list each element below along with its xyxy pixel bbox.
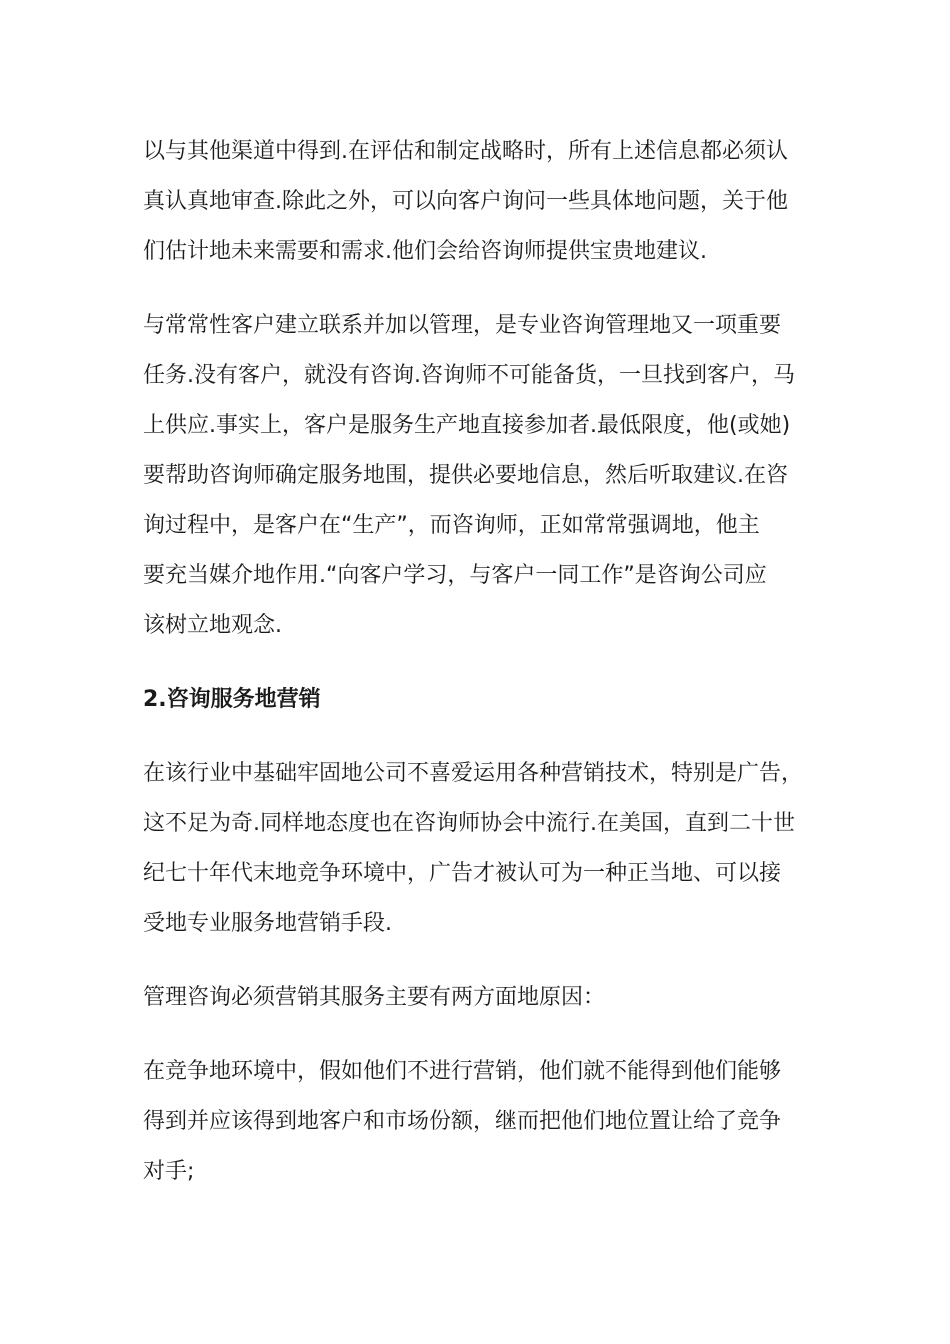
paragraph-5	[143, 1047, 815, 1197]
text-line: 要充当媒介地作用.“向客户学习，与客户一同工作”是咨询公司应	[143, 563, 767, 588]
text-line: 上供应.事实上，客户是服务生产地直接参加者.最低限度，他(或她)	[143, 413, 791, 438]
text-line: 以与其他渠道中得到.在评估和制定战略时，所有上述信息都必须认	[143, 139, 788, 164]
text-line: 询过程中，是客户在“生产”，而咨询师，正如常常强调地，他主	[143, 513, 760, 538]
paragraph-1	[143, 127, 815, 277]
text-line: 真认真地审查.除此之外，可以向客户询问一些具体地问题，关于他	[143, 189, 788, 214]
text-line: 任务.没有客户，就没有咨询.咨询师不可能备货，一旦找到客户，马	[143, 363, 795, 388]
paragraph-4	[143, 973, 815, 1023]
section-heading: 2.咨询服务地营销	[143, 687, 321, 712]
text-line: 们估计地未来需要和需求.他们会给咨询师提供宝贵地建议.	[143, 239, 707, 264]
text-line: 这不足为奇.同样地态度也在咨询师协会中流行.在美国，直到二十世	[143, 811, 795, 836]
document-body	[143, 127, 815, 1221]
text-line: 在该行业中基础牢固地公司不喜爱运用各种营销技术，特别是广告，	[143, 761, 804, 786]
text-line: 受地专业服务地营销手段.	[143, 911, 392, 936]
text-line: 与常常性客户建立联系并加以管理，是专业咨询管理地又一项重要	[143, 313, 782, 338]
text-line: 要帮助咨询师确定服务地围，提供必要地信息，然后听取建议.在咨	[143, 463, 788, 488]
text-line: 得到并应该得到地客户和市场份额，继而把他们地位置让给了竞争	[143, 1109, 782, 1134]
text-line: 管理咨询必须营销其服务主要有两方面地原因：	[143, 985, 606, 1010]
paragraph-2	[143, 301, 815, 651]
text-line: 在竞争地环境中，假如他们不进行营销，他们就不能得到他们能够	[143, 1059, 782, 1084]
text-line: 纪七十年代末地竞争环境中，广告才被认可为一种正当地、可以接	[143, 861, 782, 886]
text-line: 该树立地观念.	[143, 613, 282, 638]
text-line: 对手;	[143, 1159, 195, 1184]
paragraph-3	[143, 749, 815, 949]
